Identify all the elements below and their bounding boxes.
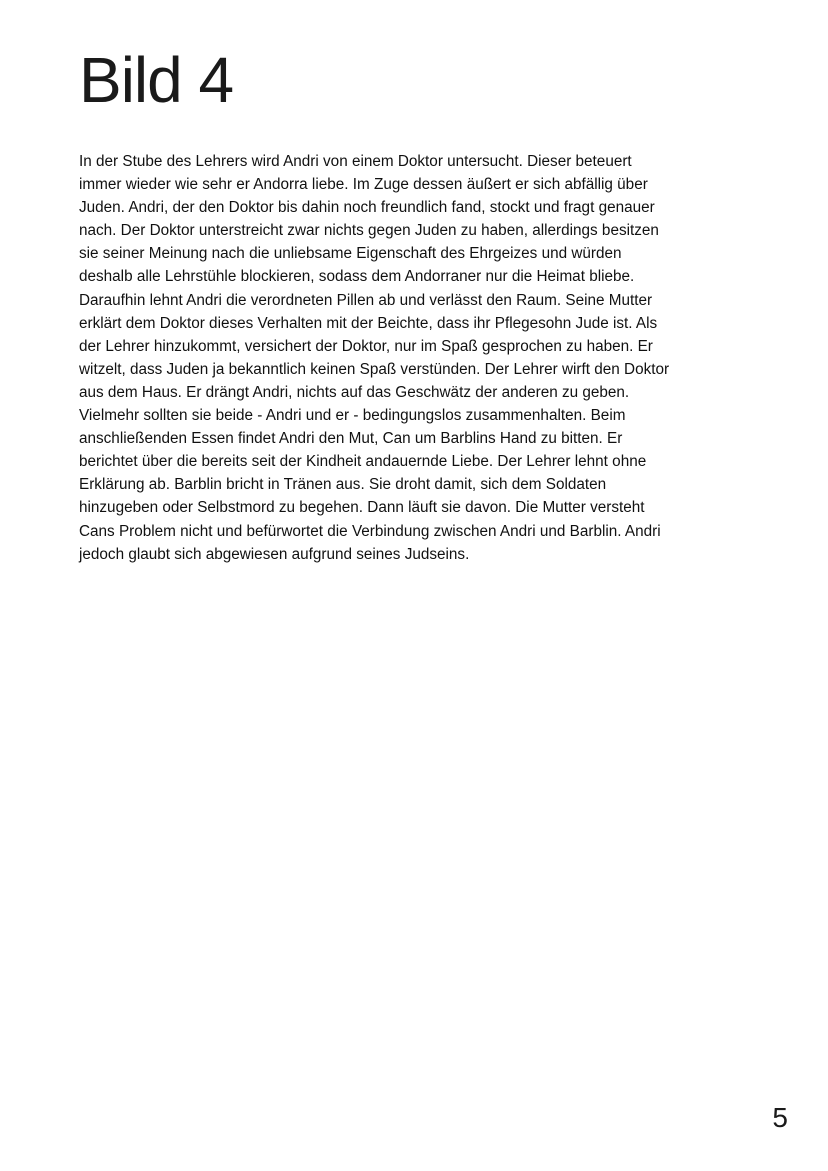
text-line: deshalb alle Lehrstühle blockieren, sodass dem Andorraner nur die Heimat bliebe. bbox=[79, 268, 635, 286]
text-line: jedoch glaubt sich abgewiesen aufgrund seines Judseins. bbox=[79, 545, 470, 563]
text-line: Vielmehr sollten sie beide - Andri und er - bedingungslos zusammenhalten. Beim bbox=[79, 407, 626, 425]
text-line: witzelt, dass Juden ja bekanntlich keinen Spaß verstünden. Der Lehrer wirft den Doktor bbox=[79, 360, 670, 378]
text-line: nach. Der Doktor unterstreicht zwar nichts gegen Juden zu haben, allerdings besitzen bbox=[79, 222, 659, 240]
text-line: der Lehrer hinzukommt, versichert der Doktor, nur im Spaß gesprochen zu haben. Er bbox=[79, 337, 653, 355]
page-title: Bild 4 bbox=[79, 44, 234, 116]
text-line: berichtet über die bereits seit der Kindheit andauernde Liebe. Der Lehrer lehnt ohne bbox=[79, 453, 647, 471]
text-line: hinzugeben oder Selbstmord zu begehen. Dann läuft sie davon. Die Mutter versteht bbox=[79, 499, 645, 517]
text-line: In der Stube des Lehrers wird Andri von einem Doktor untersucht. Dieser beteuert bbox=[79, 153, 632, 170]
text-line: anschließenden Essen findet Andri den Mut, Can um Barblins Hand zu bitten. Er bbox=[79, 430, 623, 448]
text-line: erklärt dem Doktor dieses Verhalten mit der Beichte, dass ihr Pflegesohn Jude ist. Als bbox=[79, 314, 658, 332]
text-line: immer wieder wie sehr er Andorra liebe. Im Zuge dessen äußert er sich abfällig über bbox=[79, 176, 648, 194]
text-line: Juden. Andri, der den Doktor bis dahin noch freundlich fand, stockt und fragt genauer bbox=[79, 199, 655, 217]
text-line: aus dem Haus. Er drängt Andri, nichts auf das Geschwätz der anderen zu geben. bbox=[79, 383, 630, 401]
body-paragraph bbox=[79, 150, 727, 566]
text-line: sie seiner Meinung nach die unliebsame Eigenschaft des Ehrgeizes und würden bbox=[79, 245, 622, 263]
text-line: Daraufhin lehnt Andri die verordneten Pillen ab und verlässt den Raum. Seine Mutter bbox=[79, 291, 653, 309]
text-line: Cans Problem nicht und befürwortet die Verbindung zwischen Andri und Barblin. Andri bbox=[79, 522, 661, 540]
page-number: 5 bbox=[772, 1102, 788, 1133]
text-line: Erklärung ab. Barblin bricht in Tränen aus. Sie droht damit, sich dem Soldaten bbox=[79, 476, 607, 494]
